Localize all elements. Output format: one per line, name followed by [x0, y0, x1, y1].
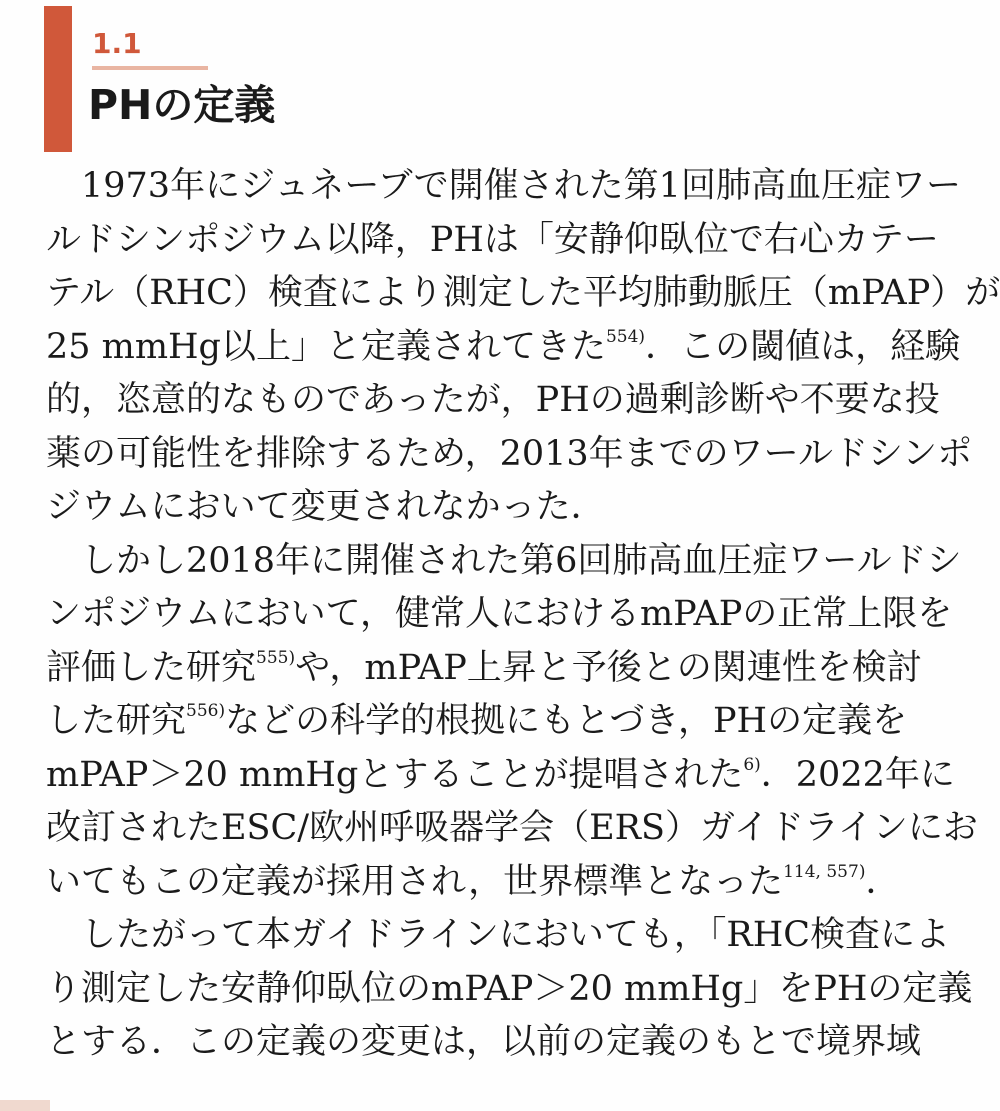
paragraph-line [46, 160, 961, 214]
line-text: ンポジウムにおいて，健常人におけるmPAPの正常上限を [46, 594, 953, 634]
paragraph-line [46, 267, 1000, 321]
line-text: り測定した安静仰臥位のmPAP＞20 mmHg」をPHの定義 [46, 968, 973, 1009]
paragraph-line [46, 1016, 922, 1070]
section-accent-bar [44, 6, 72, 152]
line-text: いてもこの定義が採用され，世界標準となった [46, 861, 784, 902]
line-text: テル（RHC）検査により測定した平均肺動脈圧（mPAP）が [46, 273, 1000, 313]
line-text-continued: ． [865, 861, 901, 902]
citation-superscript: 556) [186, 701, 226, 721]
section-number-underline [92, 66, 208, 70]
citation-superscript: 6) [743, 754, 761, 775]
line-text: 評価した研究 [46, 647, 257, 688]
line-text: 25 mmHg以上」と定義されてきた [46, 326, 606, 367]
paragraph-line [46, 321, 961, 375]
line-text: 改訂されたESC/欧州呼吸器学会（ERS）ガイドラインにお [46, 808, 978, 848]
paragraph-line [46, 214, 939, 268]
paragraph-line [46, 963, 973, 1017]
paragraph-line [46, 428, 973, 482]
paragraph-line [46, 481, 896, 535]
line-text: しかし2018年に開催された第6回肺高血圧症ワールドシ [81, 540, 962, 581]
line-text: ジウムにおいて変更されなかった． [46, 487, 606, 527]
paragraph-line [46, 909, 951, 963]
paragraph-line [46, 374, 940, 428]
body-text [46, 160, 1000, 1070]
line-text-continued: や，mPAP上昇と予後との関連性を検討 [295, 647, 922, 688]
line-text: mPAP＞20 mmHgとすることが提唱された [46, 754, 744, 795]
line-text-continued: などの科学的根拠にもとづき，PHの定義を [225, 701, 908, 741]
paragraph-line [46, 802, 978, 856]
line-text: ルドシンポジウム以降，PHは「安静仰臥位で右心カテー [46, 219, 939, 260]
paragraph-line [46, 856, 901, 910]
paragraph-line [46, 535, 962, 589]
line-text: とする．この定義の変更は，以前の定義のもとで境界域 [46, 1022, 922, 1062]
paragraph-line [46, 642, 922, 696]
line-text: したがって本ガイドラインにおいても，「RHC検査によ [81, 915, 951, 955]
line-text-continued: ．2022年に [760, 754, 955, 795]
citation-superscript: 114, 557) [783, 861, 866, 882]
section-title: PHの定義 [88, 81, 276, 129]
section-number: 1.1 [92, 27, 142, 60]
citation-superscript: 555) [256, 647, 296, 668]
paragraph-line [46, 588, 953, 642]
paragraph-line [46, 749, 955, 803]
line-text-continued: ．この閾値は，経験 [645, 326, 961, 367]
line-text: した研究 [46, 701, 187, 741]
page-footer-mark [0, 1100, 50, 1111]
citation-superscript: 554) [605, 326, 646, 347]
line-text: 1973年にジュネーブで開催された第1回肺高血圧症ワー [81, 166, 961, 206]
line-text: 薬の可能性を排除するため，2013年までのワールドシンポ [46, 433, 973, 474]
line-text: 的，恣意的なものであったが，PHの過剰診断や不要な投 [46, 380, 940, 420]
paragraph-line [46, 695, 908, 749]
